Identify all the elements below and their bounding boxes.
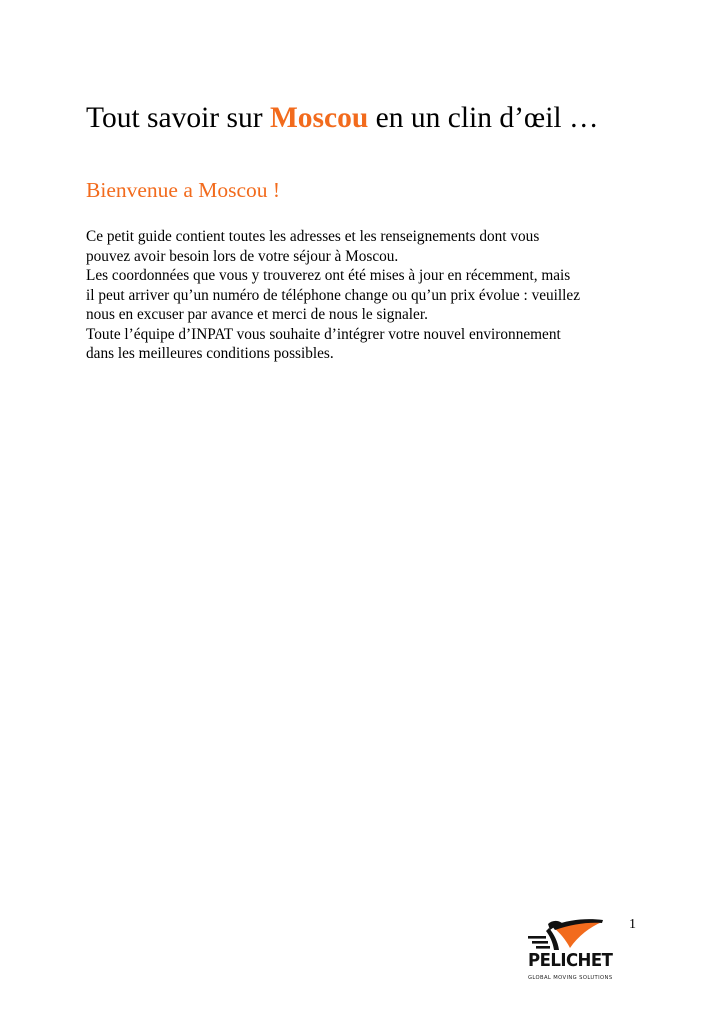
intro-line: il peut arriver qu’un numéro de téléphone change ou qu’un prix évolue : veuillez (86, 286, 581, 304)
intro-line: Les coordonnées que vous y trouverez ont été mises à jour en récemment, mais (86, 267, 571, 284)
intro-line: Toute l’équipe d’INPAT vous souhaite d’intégrer votre nouvel environnement (86, 325, 561, 343)
section-heading-welcome: Bienvenue a Moscou ! (86, 178, 281, 202)
intro-line: Ce petit guide contient toutes les adresses et les renseignements dont vous (86, 228, 540, 245)
pelichet-logo (526, 914, 622, 986)
intro-line: dans les meilleures conditions possibles. (86, 345, 334, 362)
title-prefix: Tout savoir sur (86, 102, 270, 134)
brand-name: PELICHET (528, 950, 613, 971)
brand-tagline: GLOBAL MOVING SOLUTIONS (528, 975, 613, 981)
title-highlight-moscou: Moscou (269, 102, 369, 134)
intro-paragraph (86, 227, 646, 364)
intro-line: nous en excuser par avance et merci de nous le signaler. (86, 306, 428, 323)
page-title (86, 101, 599, 136)
page-number: 1 (629, 917, 636, 932)
title-suffix: en un clin d’œil … (368, 102, 599, 134)
intro-line: pouvez avoir besoin lors de votre séjour à Moscou. (86, 247, 399, 265)
